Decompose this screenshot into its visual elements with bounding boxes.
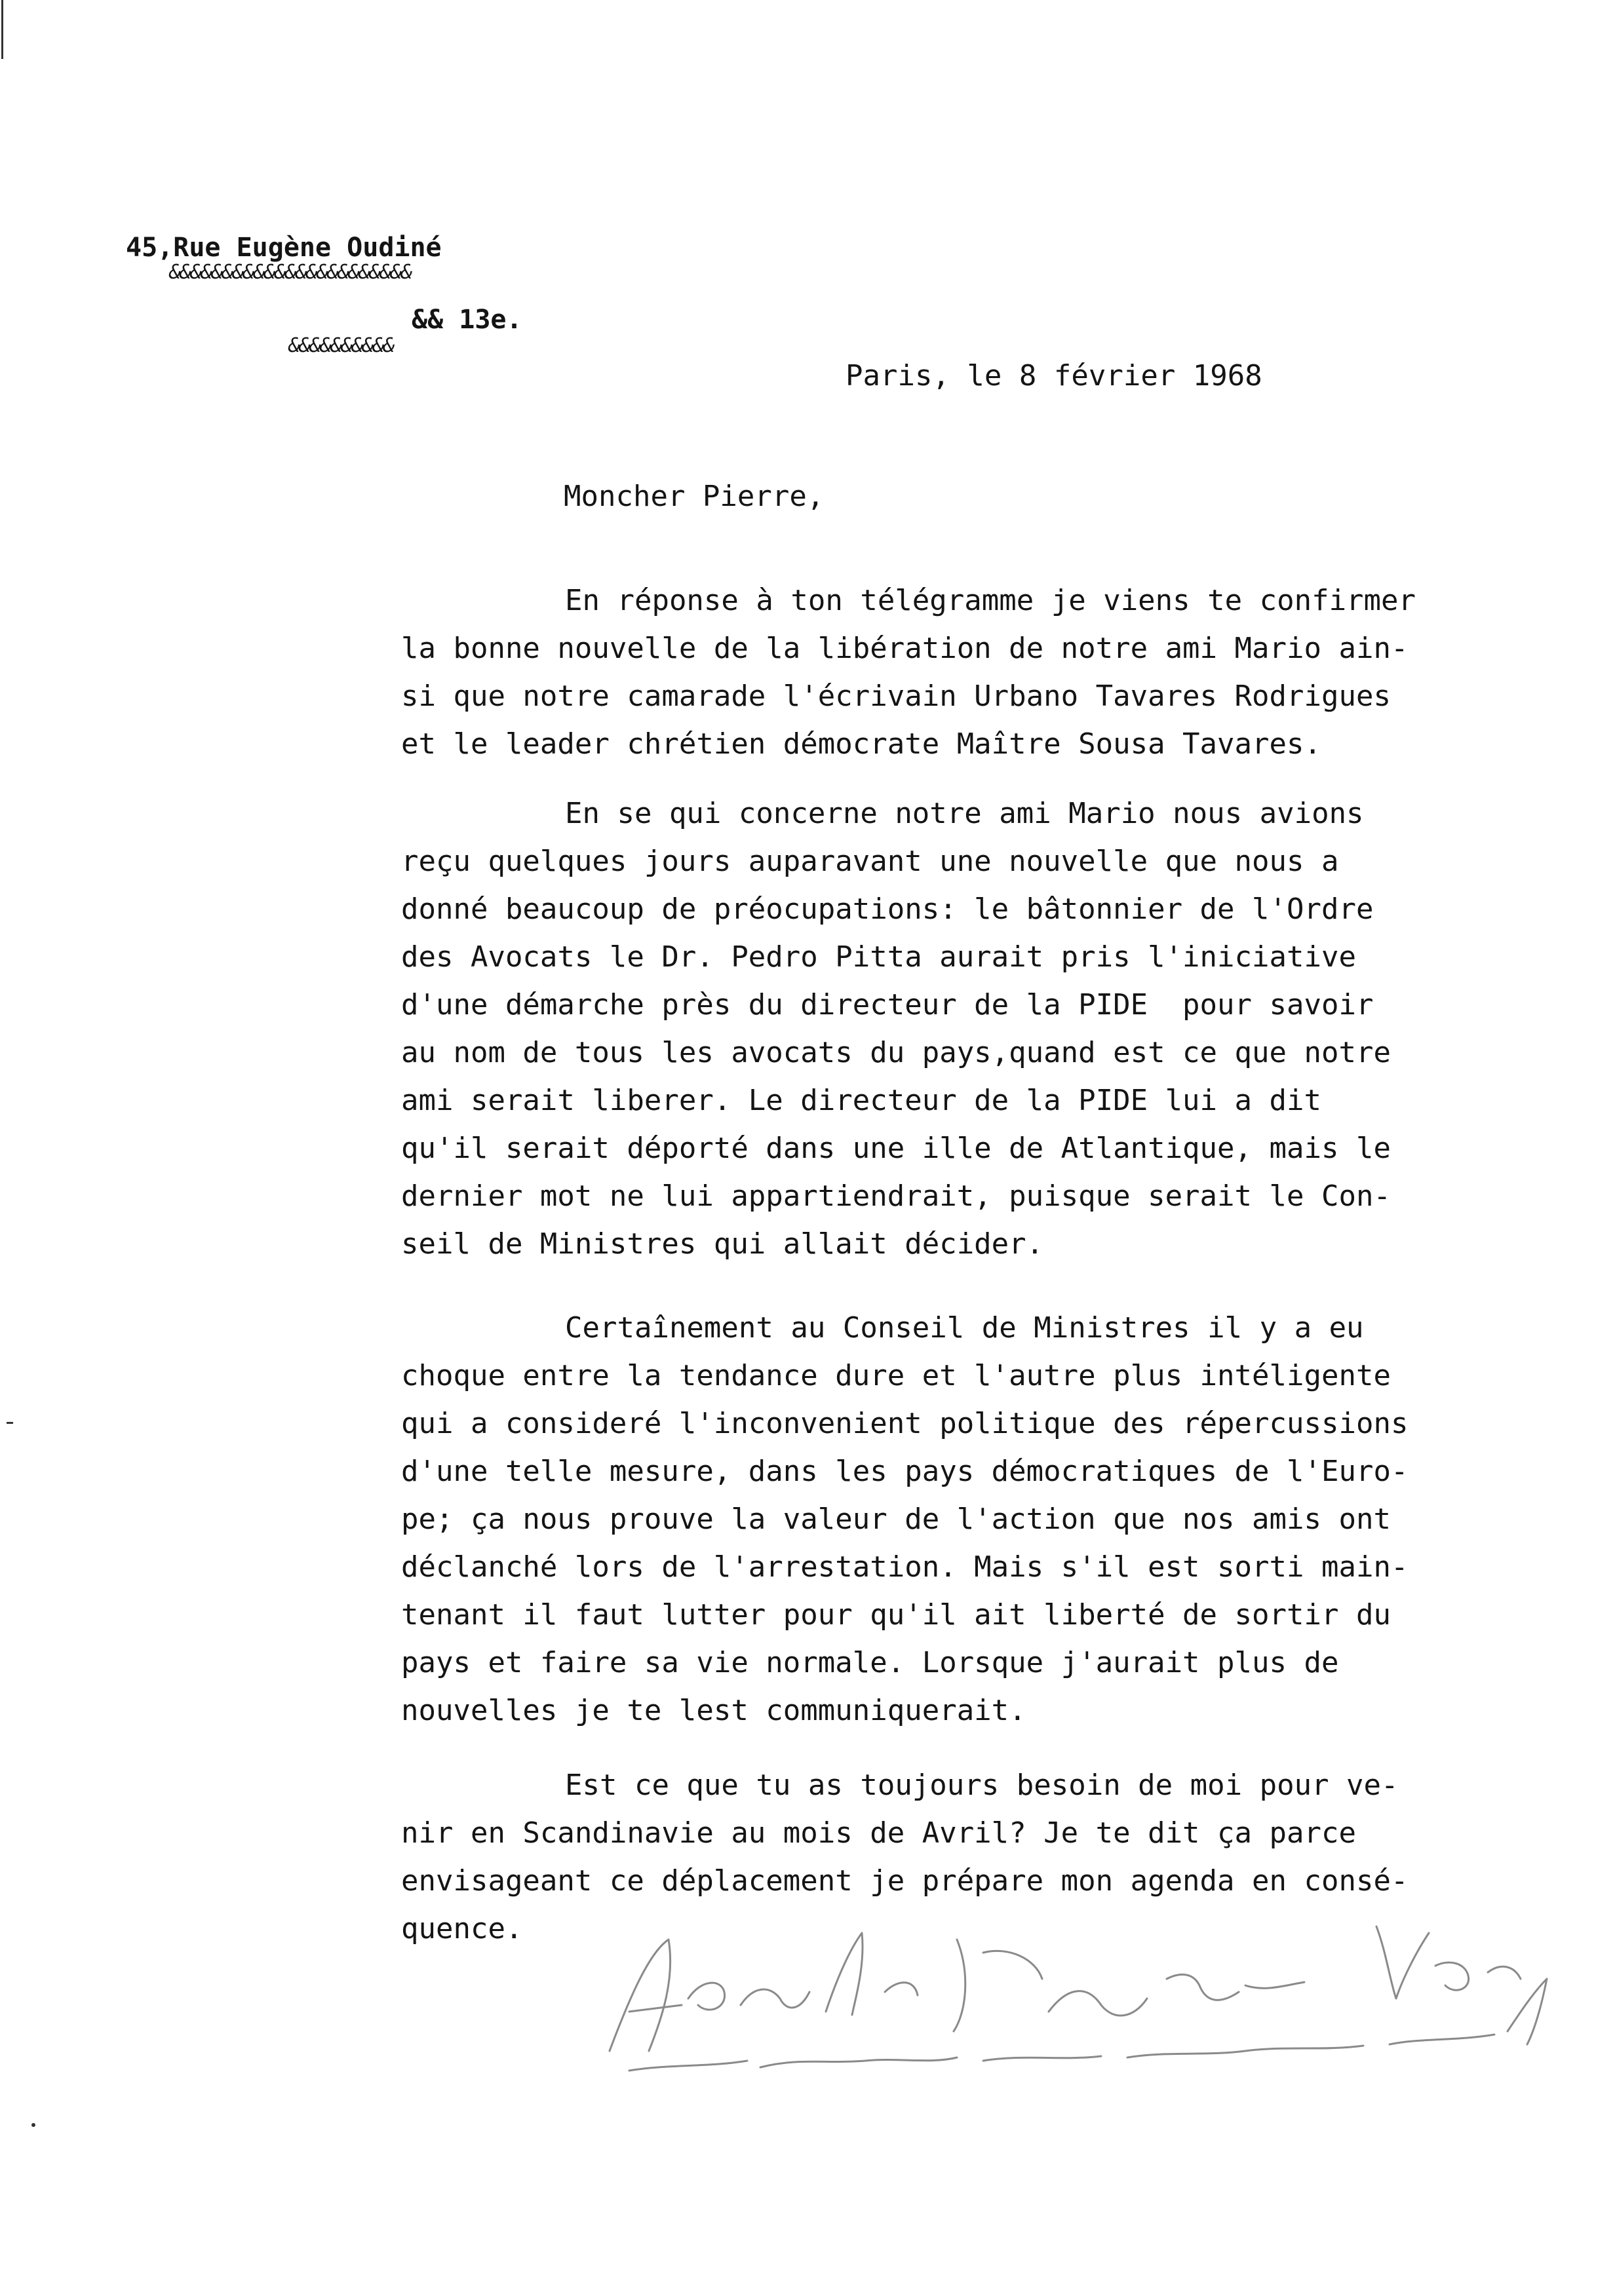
handwritten-signature — [590, 1900, 1573, 2084]
text-line: ami serait liberer. Le directeur de la PIDE lui a dit — [401, 1084, 1321, 1117]
text-line: En se qui concerne notre ami Mario nous avions — [565, 797, 1364, 830]
text-line: d'une telle mesure, dans les pays démocratiques de l'Euro- — [401, 1455, 1409, 1488]
text-line: qui a consideré l'inconvenient politique des répercussions — [401, 1407, 1409, 1440]
scan-edge-mark — [1, 0, 3, 59]
sender-address-line1: 45,Rue Eugène Oudiné — [126, 233, 442, 263]
salutation: Moncher Pierre, — [564, 480, 825, 513]
text-line: si que notre camarade l'écrivain Urbano Tavares Rodrigues — [401, 679, 1391, 713]
text-line: Est ce que tu as toujours besoin de moi pour ve- — [565, 1769, 1399, 1802]
text-line: envisageant ce déplacement je prépare mon agenda en consé- — [401, 1864, 1409, 1898]
text-line: des Avocats le Dr. Pedro Pitta aurait pris l'iniciative — [401, 940, 1356, 974]
text-line: nir en Scandinavie au mois de Avril? Je te dit ça parce — [401, 1816, 1356, 1850]
text-line: nouvelles je te lest communiquerait. — [401, 1694, 1026, 1727]
text-line: et le leader chrétien démocrate Maître Sousa Tavares. — [401, 727, 1321, 761]
body-paragraph — [401, 1304, 1568, 1734]
text-line: au nom de tous les avocats du pays,quand est ce que notre — [401, 1036, 1391, 1069]
text-line: pays et faire sa vie normale. Lorsque j'aurait plus de — [401, 1646, 1339, 1679]
sender-address-strikeout: &&&&&&&&&& — [288, 334, 394, 357]
text-line: dernier mot ne lui appartiendrait, puisque serait le Con- — [401, 1179, 1391, 1213]
body-paragraph — [401, 790, 1568, 1268]
text-line: donné beaucoup de préocupations: le bâtonnier de l'Ordre — [401, 892, 1374, 926]
text-line: choque entre la tendance dure et l'autre plus intéligente — [401, 1359, 1391, 1392]
body-paragraph — [401, 577, 1568, 768]
scan-edge-mark — [7, 1422, 13, 1424]
scan-edge-mark — [31, 2123, 35, 2127]
text-line: quence. — [401, 1912, 523, 1945]
text-line: tenant il faut lutter pour qu'il ait liberté de sortir du — [401, 1598, 1391, 1632]
text-line: seil de Ministres qui allait décider. — [401, 1227, 1044, 1261]
text-line: Certaînement au Conseil de Ministres il y a eu — [565, 1311, 1364, 1345]
sender-address-line2: && 13e. — [412, 305, 522, 335]
text-line: d'une démarche près du directeur de la PIDE pour savoir — [401, 988, 1374, 1022]
text-line: déclanché lors de l'arrestation. Mais s'il est sorti main- — [401, 1550, 1409, 1584]
text-line: qu'il serait déporté dans une ille de Atlantique, mais le — [401, 1132, 1391, 1165]
sender-address-strikeout: &&&&&&&&&&&&&&&&&&&&&&& — [169, 261, 412, 284]
text-line: pe; ça nous prouve la valeur de l'action que nos amis ont — [401, 1502, 1391, 1536]
date-line: Paris, le 8 février 1968 — [846, 359, 1262, 392]
text-line: la bonne nouvelle de la libération de notre ami Mario ain- — [401, 632, 1409, 665]
text-line: En réponse à ton télégramme je viens te confirmer — [565, 584, 1416, 617]
text-line: reçu quelques jours auparavant une nouvelle que nous a — [401, 845, 1339, 878]
